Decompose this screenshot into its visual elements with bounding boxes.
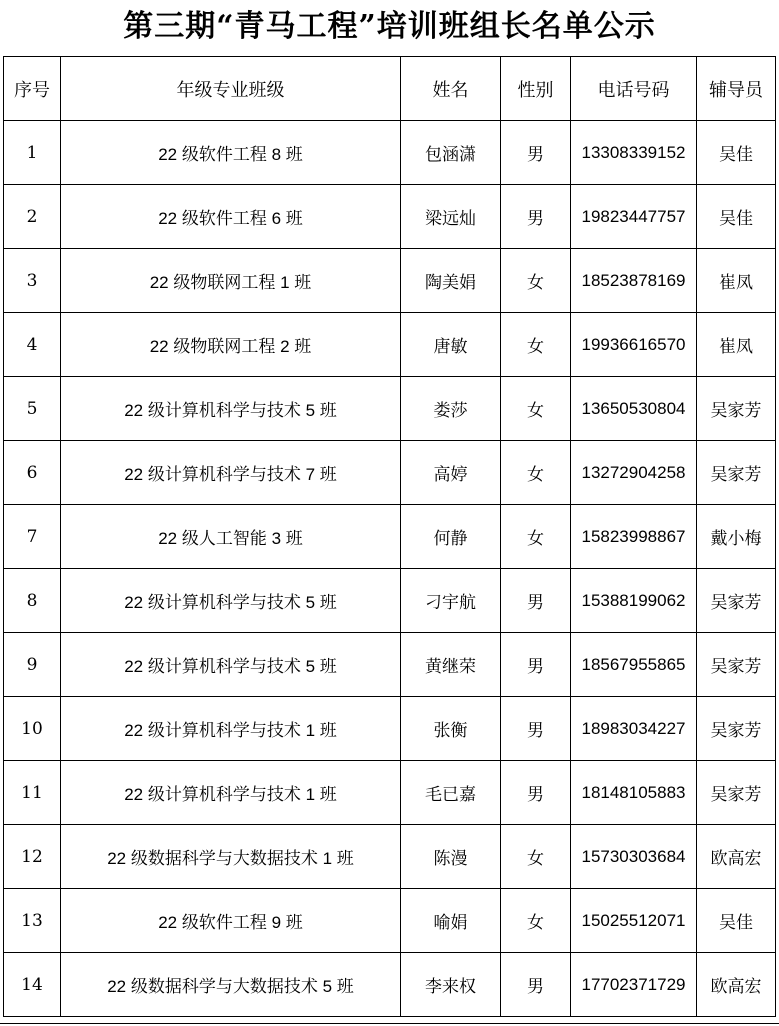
table-row [4, 505, 776, 569]
cell-tutor: 吴家芳 [697, 377, 776, 441]
cell-name: 包涵潇 [401, 121, 501, 185]
cell-name: 张衡 [401, 697, 501, 761]
cell-phone: 13272904258 [571, 441, 697, 505]
cell-seq: 2 [4, 185, 61, 249]
cell-phone: 19823447757 [571, 185, 697, 249]
cell-gender: 女 [501, 505, 571, 569]
cell-tutor: 吴家芳 [697, 441, 776, 505]
cell-seq: 11 [4, 761, 61, 825]
cell-phone: 18567955865 [571, 633, 697, 697]
header-seq: 序号 [4, 57, 61, 121]
cell-tutor: 戴小梅 [697, 505, 776, 569]
cell-gender: 女 [501, 889, 571, 953]
cell-tutor: 吴佳 [697, 889, 776, 953]
cell-phone: 13308339152 [571, 121, 697, 185]
cell-name: 何静 [401, 505, 501, 569]
header-name: 姓名 [401, 57, 501, 121]
cell-gender: 男 [501, 185, 571, 249]
cell-tutor: 吴家芳 [697, 569, 776, 633]
cell-class: 22 级计算机科学与技术 7 班 [61, 441, 401, 505]
cell-seq: 3 [4, 249, 61, 313]
cell-phone: 18983034227 [571, 697, 697, 761]
cell-class: 22 级数据科学与大数据技术 5 班 [61, 953, 401, 1017]
cell-tutor: 欧高宏 [697, 825, 776, 889]
cell-gender: 男 [501, 761, 571, 825]
cell-seq: 1 [4, 121, 61, 185]
cell-phone: 15823998867 [571, 505, 697, 569]
cell-phone: 15730303684 [571, 825, 697, 889]
cell-seq: 5 [4, 377, 61, 441]
cell-name: 李来权 [401, 953, 501, 1017]
cell-seq: 6 [4, 441, 61, 505]
cell-gender: 女 [501, 825, 571, 889]
cell-class: 22 级软件工程 8 班 [61, 121, 401, 185]
cell-tutor: 吴佳 [697, 121, 776, 185]
cell-gender: 男 [501, 633, 571, 697]
table-row [4, 953, 776, 1017]
cell-seq: 13 [4, 889, 61, 953]
table-row [4, 889, 776, 953]
table-row [4, 633, 776, 697]
cell-seq: 9 [4, 633, 61, 697]
cell-name: 黄继荣 [401, 633, 501, 697]
table-row [4, 377, 776, 441]
table-row [4, 825, 776, 889]
table-row [4, 313, 776, 377]
cell-seq: 4 [4, 313, 61, 377]
cell-gender: 女 [501, 377, 571, 441]
bottom-rule [0, 1023, 779, 1024]
cell-class: 22 级物联网工程 2 班 [61, 313, 401, 377]
cell-tutor: 吴家芳 [697, 761, 776, 825]
table-row [4, 249, 776, 313]
cell-tutor: 崔凤 [697, 249, 776, 313]
table-body [4, 121, 776, 1017]
cell-class: 22 级计算机科学与技术 5 班 [61, 633, 401, 697]
cell-phone: 17702371729 [571, 953, 697, 1017]
cell-seq: 14 [4, 953, 61, 1017]
header-phone: 电话号码 [571, 57, 697, 121]
cell-name: 高婷 [401, 441, 501, 505]
cell-name: 娄莎 [401, 377, 501, 441]
cell-gender: 男 [501, 569, 571, 633]
cell-class: 22 级计算机科学与技术 5 班 [61, 377, 401, 441]
table-row [4, 569, 776, 633]
cell-seq: 12 [4, 825, 61, 889]
cell-class: 22 级数据科学与大数据技术 1 班 [61, 825, 401, 889]
table-row [4, 441, 776, 505]
cell-name: 梁远灿 [401, 185, 501, 249]
header-gender: 性别 [501, 57, 571, 121]
table-row [4, 121, 776, 185]
cell-name: 陈漫 [401, 825, 501, 889]
cell-class: 22 级计算机科学与技术 5 班 [61, 569, 401, 633]
cell-class: 22 级人工智能 3 班 [61, 505, 401, 569]
cell-phone: 13650530804 [571, 377, 697, 441]
cell-gender: 男 [501, 953, 571, 1017]
cell-class: 22 级计算机科学与技术 1 班 [61, 761, 401, 825]
leader-roster-table [3, 56, 776, 1017]
cell-gender: 女 [501, 313, 571, 377]
cell-class: 22 级物联网工程 1 班 [61, 249, 401, 313]
table-header-row [4, 57, 776, 121]
cell-phone: 19936616570 [571, 313, 697, 377]
cell-tutor: 吴佳 [697, 185, 776, 249]
cell-phone: 15388199062 [571, 569, 697, 633]
cell-seq: 10 [4, 697, 61, 761]
cell-seq: 7 [4, 505, 61, 569]
cell-gender: 男 [501, 697, 571, 761]
page-title: 第三期“青马工程”培训班组长名单公示 [123, 9, 656, 44]
cell-tutor: 欧高宏 [697, 953, 776, 1017]
table-row [4, 697, 776, 761]
cell-gender: 男 [501, 121, 571, 185]
cell-tutor: 吴家芳 [697, 697, 776, 761]
cell-name: 喻娟 [401, 889, 501, 953]
table-row [4, 761, 776, 825]
header-tutor: 辅导员 [697, 57, 776, 121]
cell-gender: 女 [501, 249, 571, 313]
cell-class: 22 级软件工程 9 班 [61, 889, 401, 953]
cell-name: 唐敏 [401, 313, 501, 377]
cell-seq: 8 [4, 569, 61, 633]
cell-name: 陶美娟 [401, 249, 501, 313]
header-class: 年级专业班级 [61, 57, 401, 121]
cell-class: 22 级软件工程 6 班 [61, 185, 401, 249]
cell-tutor: 吴家芳 [697, 633, 776, 697]
cell-name: 刁宇航 [401, 569, 501, 633]
cell-phone: 15025512071 [571, 889, 697, 953]
cell-phone: 18523878169 [571, 249, 697, 313]
cell-name: 毛已嘉 [401, 761, 501, 825]
cell-phone: 18148105883 [571, 761, 697, 825]
cell-class: 22 级计算机科学与技术 1 班 [61, 697, 401, 761]
cell-gender: 女 [501, 441, 571, 505]
cell-tutor: 崔凤 [697, 313, 776, 377]
table-row [4, 185, 776, 249]
